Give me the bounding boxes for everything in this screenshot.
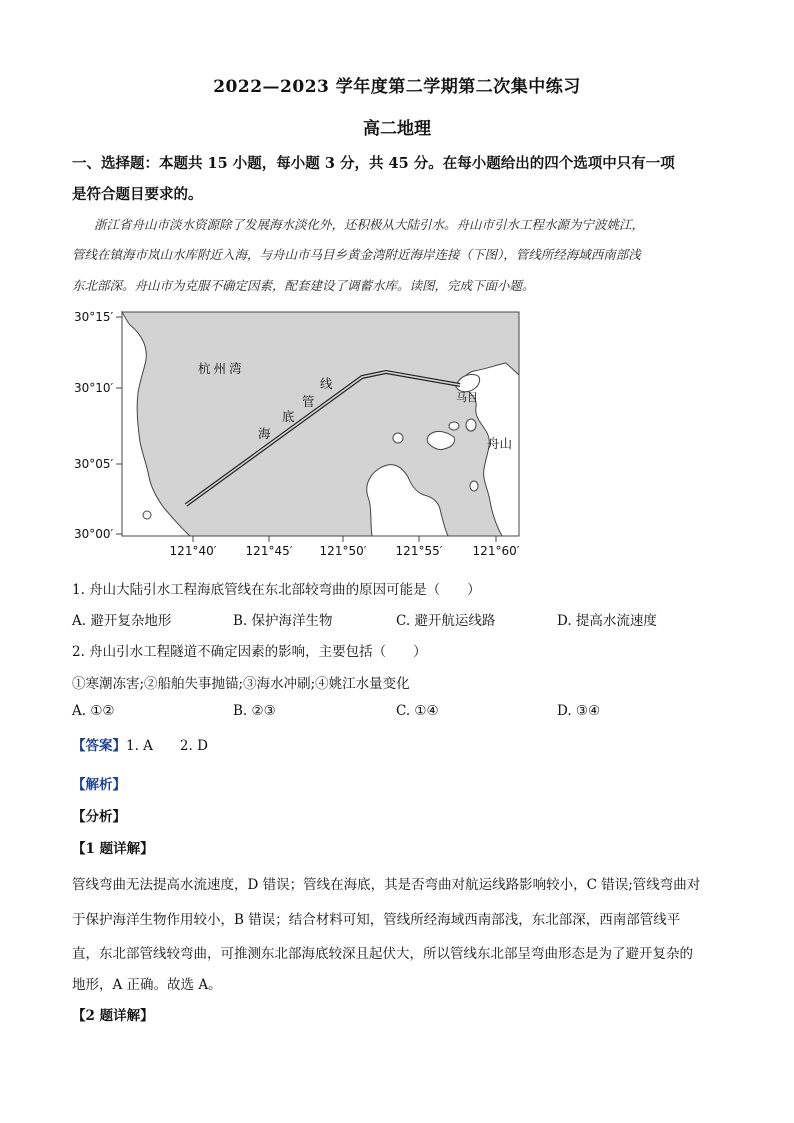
lat-label-1: 30°15′ xyxy=(74,310,114,324)
lon-label-3: 121°50′ xyxy=(319,544,367,555)
question-1-option-c: C. 避开航运线路 xyxy=(396,613,496,629)
map-island-1 xyxy=(143,511,151,519)
detail-1-line1: 管线弯曲无法提高水流速度，D 错误；管线在海底，其是否弯曲对航运线路影响较小，C 错误;管线弯曲对 xyxy=(72,877,701,893)
pipe-label-xian: 线 xyxy=(320,376,333,391)
answer-line xyxy=(72,734,208,754)
question-2-option-a: A. ①② xyxy=(72,703,115,719)
detail-1-line2: 于保护海洋生物作用较小，B 错误；结合材料可知，管线所经海域西南部浅，东北部深，西南部管线平 xyxy=(72,912,681,928)
question-1-option-a: A. 避开复杂地形 xyxy=(72,613,172,629)
place-mamu: 马目 xyxy=(456,391,478,404)
answer-tag: 【答案】 xyxy=(72,738,126,754)
map-sea xyxy=(122,312,519,536)
pipe-label-guan: 管 xyxy=(302,394,315,409)
lon-label-5: 121°60′ xyxy=(472,544,520,555)
question-2-option-d: D. ③④ xyxy=(557,703,601,719)
analysis-tag: 【解析】 xyxy=(72,777,126,793)
page-title: 2022—2023 学年度第二学期第二次集中练习 xyxy=(213,77,581,97)
material-line1: 浙江省舟山市淡水资源除了发展海水淡化外，还积极从大陆引水。舟山市引水工程水源为宁波姚江， xyxy=(94,217,645,232)
detail-2-tag: 【2 题详解】 xyxy=(72,1008,154,1024)
place-hangzhou-bay: 杭州湾 xyxy=(198,361,245,376)
page-subtitle: 高二地理 xyxy=(363,119,431,139)
detail-1-tag: 【1 题详解】 xyxy=(72,841,154,857)
question-1-option-d: D. 提高水流速度 xyxy=(557,613,657,629)
place-zhoushan: 舟山 xyxy=(487,436,513,451)
pipe-label-hai: 海 xyxy=(258,426,271,441)
question-2-option-c: C. ①④ xyxy=(396,703,439,719)
detail-1-line4: 地形，A 正确。故选 A。 xyxy=(72,977,222,993)
lat-label-2: 30°10′ xyxy=(74,381,114,395)
answer-text: 1. A 2. D xyxy=(126,738,208,754)
question-2-items: ①寒潮冻害;②船舶失事抛锚;③海水冲刷;④姚江水量变化 xyxy=(72,676,410,692)
pipe-label-di: 底 xyxy=(282,409,295,424)
lon-label-4: 121°55′ xyxy=(395,544,443,555)
detail-1-line3: 直，东北部管线较弯曲，可推测东北部海底较深且起伏大，所以管线东北部呈弯曲形态是为了避开复杂的 xyxy=(72,946,693,962)
question-2-option-b: B. ②③ xyxy=(233,703,276,719)
section-heading-line2: 是符合题目要求的。 xyxy=(72,186,203,203)
material-line3: 东北部深。舟山市为克服不确定因素，配套建设了调蓄水库。读图，完成下面小题。 xyxy=(72,278,535,293)
lon-label-2: 121°45′ xyxy=(245,544,293,555)
question-2-stem: 2. 舟山引水工程隧道不确定因素的影响，主要包括（ ） xyxy=(72,644,427,660)
lat-label-4: 30°00′ xyxy=(74,527,114,541)
map-island-3 xyxy=(466,419,476,431)
lon-label-1: 121°40′ xyxy=(169,544,217,555)
section-heading-line1: 一、选择题：本题共 15 小题，每小题 3 分，共 45 分。在每小题给出的四个选项中只有一项 xyxy=(72,155,675,172)
lat-label-3: 30°05′ xyxy=(74,457,114,471)
map-island-4 xyxy=(449,422,459,430)
question-1-option-b: B. 保护海洋生物 xyxy=(233,613,333,629)
map-island-2 xyxy=(393,433,403,443)
zhoushan-map xyxy=(72,305,532,555)
material-line2: 管线在镇海市岚山水库附近入海，与舟山市马目乡黄金湾附近海岸连接（下图），管线所经海域西南部浅 xyxy=(72,247,641,262)
question-1-stem: 1. 舟山大陆引水工程海底管线在东北部较弯曲的原因可能是（ ） xyxy=(72,582,481,598)
fenxi-tag: 【分析】 xyxy=(72,809,126,825)
map-island-6 xyxy=(470,481,478,491)
